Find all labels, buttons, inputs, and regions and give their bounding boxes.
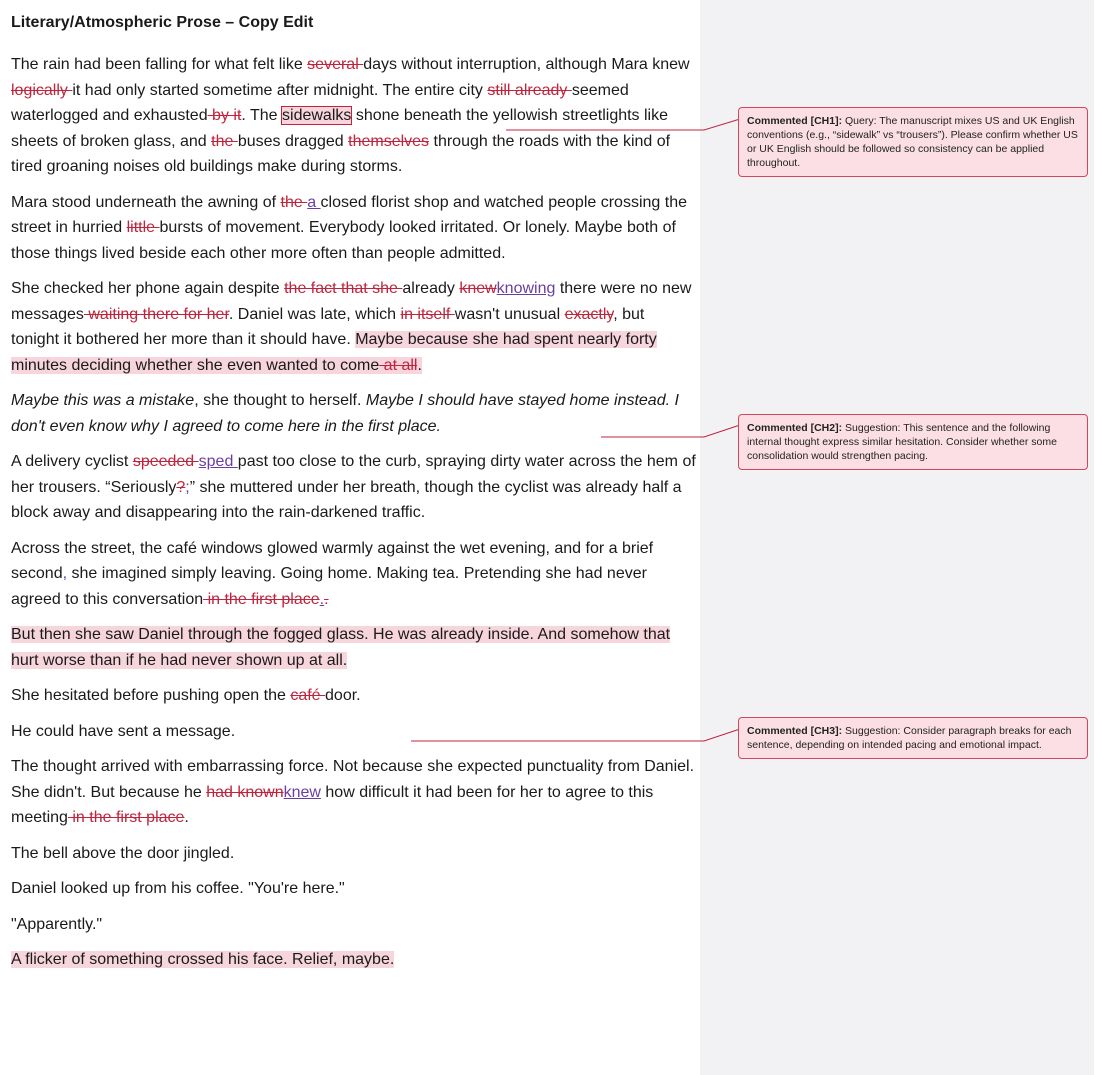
italic-text: Maybe this was a mistake [11,392,195,409]
paragraph[interactable] [11,622,696,673]
text-run: buses dragged [237,132,349,150]
text-run: she imagined simply leaving. Going home. Making tea. Pretending she had never agreed to this conversation [11,565,647,608]
paragraph[interactable] [11,754,696,831]
tracked-insertion: sped [198,453,238,470]
text-run: . Daniel was late, which [228,305,401,323]
text-run: The thought arrived with embarrassing force. Not because she expected punctuality from Daniel. She didn't. But because he [11,758,695,801]
text-run: The rain had been falling for what felt like [11,56,308,73]
text-run: days without interruption, although Mara knew [363,56,690,73]
text-run: "Apparently." [11,915,103,933]
italic-text: Maybe I should have stayed home instead. I don't even know why I agreed to come here in the first place. [11,392,679,435]
comment-text: Query: The manuscript mixes US and UK English conventions (e.g., “sidewalk” vs “trousers”). Please confirm whether US or UK English should be followed so consistency can be applied throughout. [747,115,1078,169]
comment-ch1[interactable] [738,107,1088,177]
text-run: She hesitated before pushing open the [11,687,291,704]
paragraph[interactable] [11,912,696,938]
tracked-deletion: speeded [132,453,199,470]
commented-text: Maybe because she had spent nearly forty minutes deciding whether she even wanted to come [11,331,657,374]
text-run: bursts of movement. Everybody looked irritated. Or lonely. Maybe both of those things lived beside each other more often than people admitted. [11,219,676,262]
paragraph[interactable] [11,536,696,613]
tracked-deletion: little [126,219,160,236]
paragraph[interactable] [11,947,696,973]
text-run: The bell above the door jingled. [11,844,235,862]
text-run: door. [325,687,361,704]
text-run: . The [241,107,283,124]
tracked-deletion: several [307,56,364,73]
tracked-insertion: knew [283,783,321,801]
tracked-deletion: . [324,590,329,608]
paragraph[interactable] [11,719,696,745]
comment-ch2[interactable] [738,414,1088,470]
tracked-deletion: the [211,132,238,150]
tracked-deletion: in the first place [67,809,185,826]
text-run: A delivery cyclist [11,453,133,470]
text-run: wasn't unusual [454,305,565,323]
text-run: ” she muttered under her breath, though the cyclist was already half a block away and disappearing into the rain-darkened traffic. [11,478,682,521]
tracked-deletion: the fact that she [284,280,403,297]
tracked-deletion: knew [459,280,497,297]
tracked-deletion: café [290,687,326,704]
tracked-insertion: a [307,193,321,211]
text-run: He could have sent a message. [11,722,236,740]
paragraph[interactable] [11,449,696,526]
text-run: Mara stood underneath the awning of [11,193,281,211]
text-run: how difficult it had been for her to agree to this meeting [11,783,654,826]
tracked-deletion: ? [176,478,186,496]
tracked-deletion: logically [11,81,73,99]
text-run: , but tonight it bothered her more than it should have. [11,305,645,348]
commented-text: A flicker of something crossed his face. Relief, maybe. [11,951,395,968]
tracked-deletion: by it [207,107,242,124]
tracked-deletion: had known [206,783,284,801]
comment-label: Commented [CH1]: [747,115,843,127]
tracked-deletion: at all [379,356,418,374]
comment-label: Commented [CH3]: [747,725,843,737]
document-body[interactable] [11,12,696,983]
text-run: past too close to the curb, spraying dirty water across the hem of her trousers. “Seriously [11,453,696,496]
comment-text: Suggestion: Consider paragraph breaks for each sentence, depending on intended pacing and emotional impact. [747,725,1072,751]
tracked-deletion: in itself [400,305,455,323]
comment-anchor: sidewalks [282,107,352,124]
tracked-deletion: exactly [564,305,614,323]
text-run: , she thought to herself. [194,392,366,409]
paragraph[interactable] [11,276,696,378]
tracked-deletion: in the first place [203,590,320,608]
comment-text: Suggestion: This sentence and the following internal thought express similar hesitation. Consider whether some consolidation would strengthen pacing. [747,422,1057,462]
text-run: Daniel looked up from his coffee. "You're here." [11,880,345,897]
text-run: Across the street, the café windows glowed warmly against the wet evening, and for a brief second [11,539,654,582]
paragraph[interactable] [11,841,696,867]
commented-text: . [417,356,422,374]
text-run: She checked her phone again despite [11,280,285,297]
document-title: Literary/Atmospheric Prose – Copy Edit [11,14,314,31]
tracked-deletion: waiting there for her [83,305,229,323]
commented-text: But then she saw Daniel through the fogged glass. He was already inside. And somehow that hurt worse than if he had never shown up at all. [11,626,671,669]
tracked-deletion: the [280,193,308,211]
tracked-insertion: knowing [496,280,556,297]
comment-ch3[interactable] [738,717,1088,759]
text-run: there were no new messages [11,280,692,323]
text-run: . [184,809,189,826]
paragraph[interactable] [11,876,696,902]
text-run: it had only started sometime after midnight. The entire city [72,81,488,99]
paragraphs-container [11,52,696,973]
paragraph[interactable] [11,190,696,267]
paragraph[interactable] [11,52,696,180]
text-run: closed florist shop and watched people crossing the street in hurried [11,193,687,236]
tracked-deletion: still already [487,81,572,99]
paragraph[interactable] [11,683,696,709]
tracked-deletion: themselves [348,132,430,150]
paragraph[interactable] [11,388,696,439]
text-run: already [402,280,460,297]
tracked-insertion: . [319,590,325,608]
tracked-insertion: , [62,565,68,582]
comment-label: Commented [CH2]: [747,422,843,434]
tracked-insertion: ; [185,478,190,496]
text-run: seemed waterlogged and exhausted [11,81,629,124]
text-run: through the roads with the kind of tired groaning noises old buildings make during storms. [11,132,671,175]
text-run: shone beneath the yellowish streetlights like sheets of broken glass, and [11,107,669,150]
